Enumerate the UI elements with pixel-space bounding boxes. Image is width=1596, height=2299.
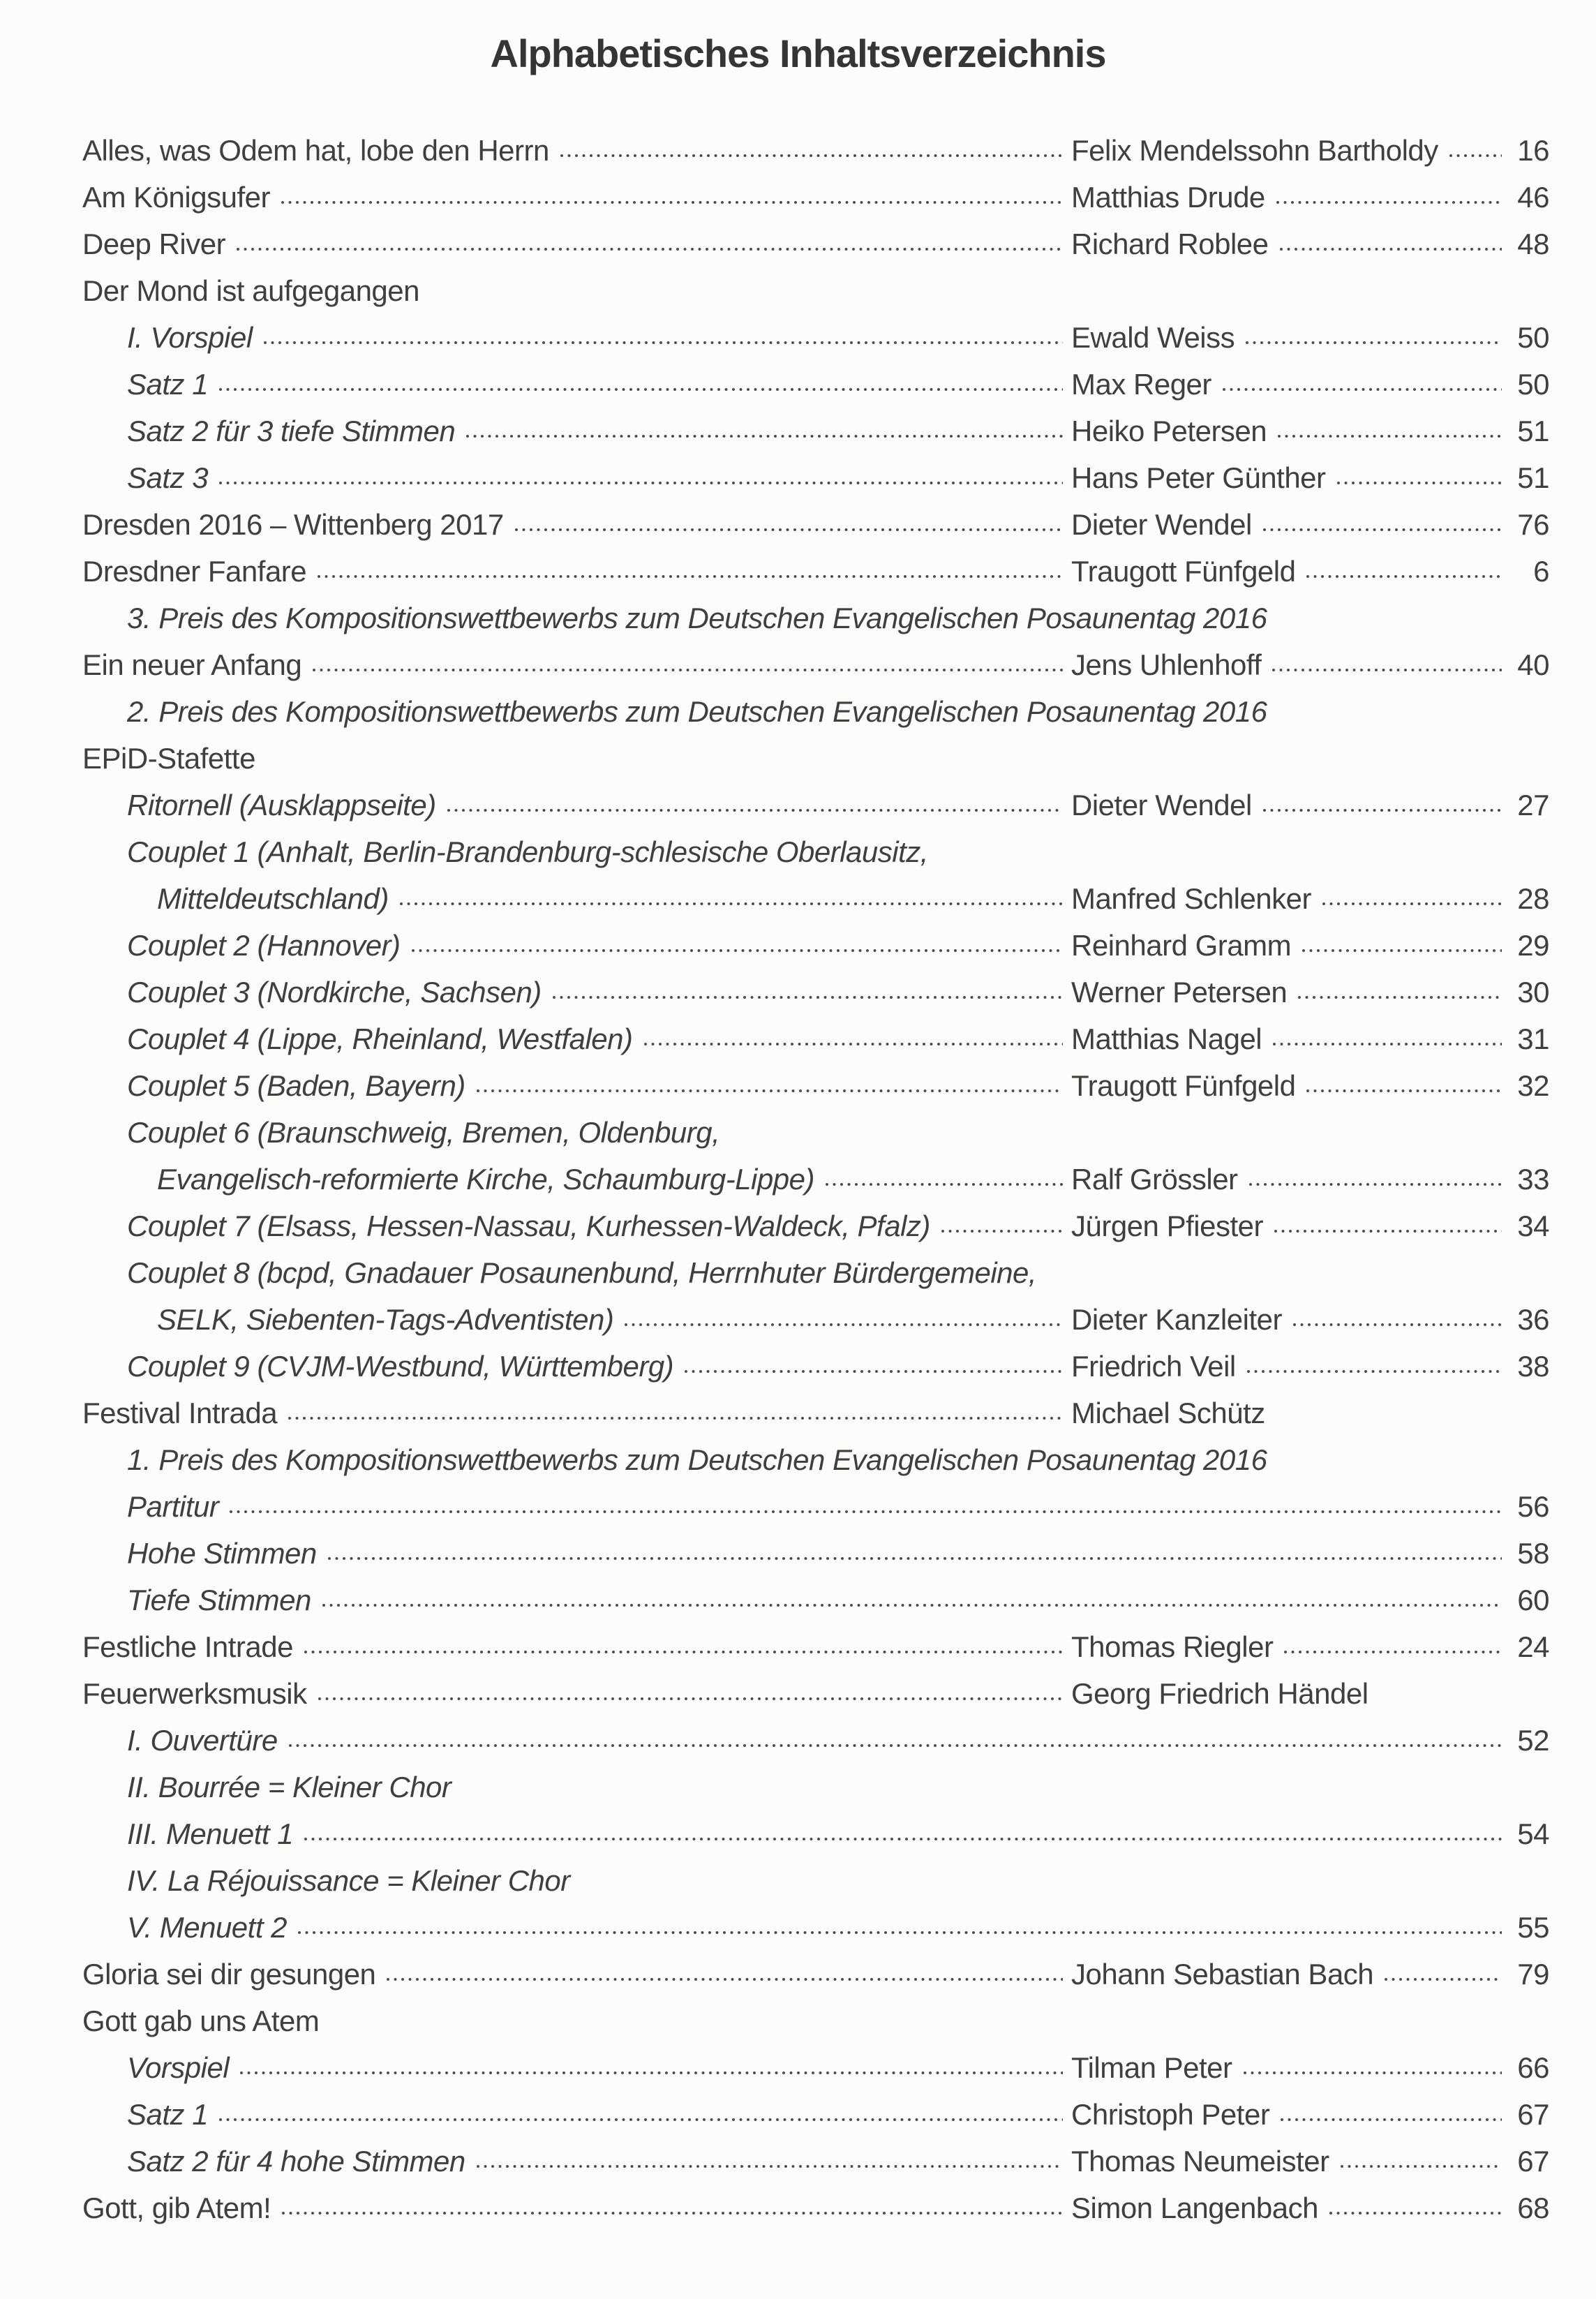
entry-right-column bbox=[1071, 641, 1549, 688]
entry-title: Evangelisch-reformierte Kirche, Schaumburg-Lippe) bbox=[157, 1163, 814, 1196]
dot-leader bbox=[219, 388, 1063, 391]
entry-composer: Simon Langenbach bbox=[1071, 2192, 1318, 2224]
entry-title: Hohe Stimmen bbox=[127, 1537, 317, 1570]
entry-composer: Heiko Petersen bbox=[1071, 415, 1267, 447]
dot-leader bbox=[1337, 482, 1502, 484]
entry-title: Couplet 6 (Braunschweig, Bremen, Oldenburg, bbox=[127, 1116, 720, 1149]
dot-leader bbox=[1273, 1043, 1502, 1046]
entry-right-column bbox=[1071, 2185, 1549, 2231]
dot-leader bbox=[288, 1417, 1063, 1420]
entry-title: Tiefe Stimmen bbox=[127, 1584, 311, 1616]
entry-page: 38 bbox=[1517, 1350, 1549, 1383]
dot-leader bbox=[466, 435, 1063, 438]
entry-right-column bbox=[1071, 1296, 1549, 1343]
entry-title: 1. Preis des Kompositionswettbewerbs zum Deutschen Evangelischen Posaunentag 2016 bbox=[127, 1443, 1267, 1476]
toc-row bbox=[82, 1764, 1549, 1810]
entry-right-column bbox=[1071, 548, 1549, 595]
toc-row bbox=[82, 314, 1549, 361]
entry-composer: Friedrich Veil bbox=[1071, 1350, 1236, 1383]
entry-title: Satz 3 bbox=[127, 461, 209, 494]
toc-row bbox=[82, 454, 1549, 501]
toc-row bbox=[82, 127, 1549, 174]
entry-page: 67 bbox=[1517, 2145, 1549, 2178]
dot-leader bbox=[1302, 949, 1502, 952]
entry-page: 24 bbox=[1517, 1630, 1549, 1663]
toc-row bbox=[82, 782, 1549, 828]
entry-title: Ein neuer Anfang bbox=[82, 648, 302, 681]
entry-composer: Dieter Wendel bbox=[1071, 508, 1252, 541]
entry-composer: Tilman Peter bbox=[1071, 2051, 1232, 2084]
entry-page: 66 bbox=[1517, 2051, 1549, 2084]
entry-composer: Felix Mendelssohn Bartholdy bbox=[1071, 134, 1438, 167]
entry-title: Satz 2 für 3 tiefe Stimmen bbox=[127, 415, 456, 447]
entry-title: Gott gab uns Atem bbox=[82, 2004, 320, 2037]
entry-right-column bbox=[1071, 1062, 1549, 1109]
dot-leader bbox=[1223, 388, 1502, 391]
entry-title: Deep River bbox=[82, 228, 226, 260]
entry-right-column bbox=[1071, 2091, 1549, 2138]
toc-row bbox=[82, 1577, 1549, 1623]
dot-leader bbox=[1263, 528, 1502, 531]
dot-leader bbox=[240, 2071, 1063, 2074]
dot-leader bbox=[298, 1931, 1502, 1934]
toc-row bbox=[82, 688, 1549, 735]
dot-leader bbox=[387, 1978, 1063, 1981]
entry-composer: Thomas Neumeister bbox=[1071, 2145, 1329, 2178]
toc-row bbox=[82, 828, 1549, 875]
toc-row bbox=[82, 1857, 1549, 1904]
entry-title: Couplet 9 (CVJM-Westbund, Württemberg) bbox=[127, 1350, 674, 1383]
entry-right-column bbox=[1071, 922, 1549, 969]
entry-composer: Jens Uhlenhoff bbox=[1071, 648, 1262, 681]
toc-row bbox=[82, 735, 1549, 782]
entry-right-column bbox=[1071, 1623, 1549, 1670]
entry-title: IV. La Réjouissance = Kleiner Chor bbox=[127, 1864, 570, 1897]
toc-row bbox=[82, 501, 1549, 548]
entry-page: 79 bbox=[1517, 1958, 1549, 1991]
entry-title: Festival Intrada bbox=[82, 1397, 278, 1429]
entry-page: 55 bbox=[1517, 1911, 1549, 1944]
dot-leader bbox=[304, 1838, 1502, 1840]
dot-leader bbox=[1247, 1370, 1502, 1373]
entry-title: Couplet 7 (Elsass, Hessen-Nassau, Kurhessen-Waldeck, Pfalz) bbox=[127, 1210, 930, 1242]
toc-row bbox=[82, 1343, 1549, 1390]
dot-leader bbox=[477, 2165, 1063, 2168]
entry-right-column bbox=[1071, 875, 1549, 922]
dot-leader bbox=[1341, 2165, 1502, 2168]
toc-row bbox=[82, 174, 1549, 221]
dot-leader bbox=[304, 1651, 1063, 1653]
dot-leader bbox=[1263, 809, 1502, 812]
entry-title: I. Vorspiel bbox=[127, 321, 253, 354]
entry-page: 54 bbox=[1517, 1817, 1549, 1850]
entry-right-column bbox=[1071, 221, 1549, 267]
dot-leader bbox=[1306, 1089, 1502, 1092]
entry-page: 16 bbox=[1517, 134, 1549, 167]
entry-right-column bbox=[1071, 782, 1549, 828]
entry-page: 60 bbox=[1517, 1584, 1549, 1616]
dot-leader bbox=[1298, 996, 1502, 999]
entry-page: 48 bbox=[1517, 228, 1549, 260]
entry-title: Satz 1 bbox=[127, 2098, 209, 2131]
entry-composer: Matthias Drude bbox=[1071, 181, 1265, 214]
entry-right-column bbox=[1071, 361, 1549, 408]
entry-page: 50 bbox=[1517, 321, 1549, 354]
entry-composer: Georg Friedrich Händel bbox=[1071, 1677, 1368, 1710]
dot-leader bbox=[1278, 435, 1502, 438]
entry-title: Alles, was Odem hat, lobe den Herrn bbox=[82, 134, 549, 167]
toc-row bbox=[82, 1670, 1549, 1717]
entry-title: 2. Preis des Kompositionswettbewerbs zum Deutschen Evangelischen Posaunentag 2016 bbox=[127, 695, 1267, 728]
entry-page: 33 bbox=[1517, 1163, 1549, 1196]
entry-right-column bbox=[1071, 1343, 1549, 1390]
entry-right-column bbox=[1071, 1670, 1549, 1717]
entry-title: I. Ouvertüre bbox=[127, 1724, 278, 1757]
dot-leader bbox=[1280, 248, 1502, 251]
dot-leader bbox=[1249, 1183, 1502, 1186]
entry-title: Ritornell (Ausklappseite) bbox=[127, 789, 436, 821]
dot-leader bbox=[1246, 341, 1502, 344]
entry-page: 56 bbox=[1517, 1490, 1549, 1523]
toc-row bbox=[82, 221, 1549, 267]
entry-right-column bbox=[1071, 127, 1549, 174]
entry-title: Gloria sei dir gesungen bbox=[82, 1958, 376, 1991]
dot-leader bbox=[1385, 1978, 1502, 1981]
entry-composer: Michael Schütz bbox=[1071, 1397, 1265, 1429]
dot-leader bbox=[477, 1089, 1063, 1092]
toc-row bbox=[82, 1062, 1549, 1109]
entry-page: 28 bbox=[1517, 882, 1549, 915]
entry-title: Satz 2 für 4 hohe Stimmen bbox=[127, 2145, 465, 2178]
toc-row bbox=[82, 1436, 1549, 1483]
entry-title: III. Menuett 1 bbox=[127, 1817, 294, 1850]
entry-composer: Dieter Wendel bbox=[1071, 789, 1252, 821]
entry-right-column bbox=[1071, 501, 1549, 548]
dot-leader bbox=[237, 248, 1063, 251]
toc-row bbox=[82, 1015, 1549, 1062]
toc-row bbox=[82, 969, 1549, 1015]
toc-row bbox=[82, 2091, 1549, 2138]
entry-composer: Dieter Kanzleiter bbox=[1071, 1303, 1282, 1336]
toc-row bbox=[82, 595, 1549, 641]
dot-leader bbox=[625, 1323, 1063, 1326]
toc-row bbox=[82, 408, 1549, 454]
toc-row bbox=[82, 1530, 1549, 1577]
entry-composer: Hans Peter Günther bbox=[1071, 461, 1326, 494]
dot-leader bbox=[219, 2118, 1063, 2121]
toc-row bbox=[82, 1156, 1549, 1203]
entry-title: II. Bourrée = Kleiner Chor bbox=[127, 1771, 452, 1803]
dot-leader bbox=[1274, 1230, 1502, 1233]
entry-page: 29 bbox=[1517, 929, 1549, 962]
toc-row bbox=[82, 641, 1549, 688]
entry-page: 51 bbox=[1517, 415, 1549, 447]
dot-leader bbox=[560, 154, 1063, 157]
entry-title: Dresden 2016 – Wittenberg 2017 bbox=[82, 508, 504, 541]
entry-composer: Jürgen Pfiester bbox=[1071, 1210, 1263, 1242]
dot-leader bbox=[230, 1510, 1502, 1513]
entry-right-column bbox=[1071, 1015, 1549, 1062]
dot-leader bbox=[1281, 2118, 1502, 2121]
dot-leader bbox=[1293, 1323, 1502, 1326]
entry-page: 68 bbox=[1517, 2192, 1549, 2224]
dot-leader bbox=[412, 949, 1063, 952]
toc-row bbox=[82, 2044, 1549, 2091]
dot-leader bbox=[318, 575, 1063, 578]
entry-composer: Reinhard Gramm bbox=[1071, 929, 1292, 962]
entry-title: Partitur bbox=[127, 1490, 219, 1523]
entry-title: Couplet 8 (bcpd, Gnadauer Posaunenbund, Herrnhuter Bürdergemeine, bbox=[127, 1256, 1037, 1289]
dot-leader bbox=[515, 528, 1063, 531]
entry-right-column bbox=[1071, 1951, 1549, 1997]
toc-row bbox=[82, 2185, 1549, 2231]
dot-leader bbox=[264, 341, 1063, 344]
entry-title: SELK, Siebenten-Tags-Adventisten) bbox=[157, 1303, 614, 1336]
toc-row bbox=[82, 1997, 1549, 2044]
toc-row bbox=[82, 1249, 1549, 1296]
entry-composer: Matthias Nagel bbox=[1071, 1022, 1262, 1055]
entry-right-column bbox=[1071, 2138, 1549, 2185]
entry-page: 58 bbox=[1517, 1537, 1549, 1570]
entry-page: 27 bbox=[1517, 789, 1549, 821]
toc-row bbox=[82, 267, 1549, 314]
entry-title: Couplet 4 (Lippe, Rheinland, Westfalen) bbox=[127, 1022, 633, 1055]
toc-row bbox=[82, 361, 1549, 408]
dot-leader bbox=[1284, 1651, 1502, 1653]
entry-composer: Manfred Schlenker bbox=[1071, 882, 1312, 915]
entry-composer: Johann Sebastian Bach bbox=[1071, 1958, 1374, 1991]
page-title: Alphabetisches Inhaltsverzeichnis bbox=[490, 31, 1106, 75]
toc-row bbox=[82, 1296, 1549, 1343]
entry-title: Satz 1 bbox=[127, 368, 209, 401]
entry-title: Der Mond ist aufgegangen bbox=[82, 274, 419, 307]
dot-leader bbox=[1244, 2071, 1502, 2074]
entry-title: Mitteldeutschland) bbox=[157, 882, 389, 915]
entry-composer: Max Reger bbox=[1071, 368, 1211, 401]
toc-row bbox=[82, 875, 1549, 922]
entry-page: 30 bbox=[1517, 976, 1549, 1009]
toc-row bbox=[82, 1483, 1549, 1530]
dot-leader bbox=[553, 996, 1063, 999]
dot-leader bbox=[1449, 154, 1502, 157]
entry-right-column bbox=[1071, 1203, 1549, 1249]
entry-title: Feuerwerksmusik bbox=[82, 1677, 307, 1710]
dot-leader bbox=[289, 1744, 1502, 1747]
toc-row bbox=[82, 1810, 1549, 1857]
toc-row bbox=[82, 1717, 1549, 1764]
entry-title: 3. Preis des Kompositionswettbewerbs zum Deutschen Evangelischen Posaunentag 2016 bbox=[127, 602, 1267, 634]
dot-leader bbox=[644, 1043, 1063, 1046]
entry-composer: Traugott Fünfgeld bbox=[1071, 555, 1296, 588]
entry-page: 36 bbox=[1517, 1303, 1549, 1336]
entry-page: 76 bbox=[1517, 508, 1549, 541]
toc bbox=[82, 127, 1549, 2231]
entry-right-column bbox=[1071, 1156, 1549, 1203]
dot-leader bbox=[1329, 2212, 1502, 2215]
toc-row bbox=[82, 2138, 1549, 2185]
entry-right-column bbox=[1071, 174, 1549, 221]
entry-title: Couplet 2 (Hannover) bbox=[127, 929, 401, 962]
dot-leader bbox=[941, 1230, 1063, 1233]
toc-row bbox=[82, 1623, 1549, 1670]
entry-page: 46 bbox=[1517, 181, 1549, 214]
dot-leader bbox=[313, 669, 1063, 671]
entry-title: Festliche Intrade bbox=[82, 1630, 293, 1663]
entry-right-column bbox=[1071, 408, 1549, 454]
entry-page: 52 bbox=[1517, 1724, 1549, 1757]
dot-leader bbox=[328, 1557, 1502, 1560]
entry-right-column bbox=[1071, 969, 1549, 1015]
entry-page: 51 bbox=[1517, 461, 1549, 494]
toc-row bbox=[82, 548, 1549, 595]
entry-title: Couplet 1 (Anhalt, Berlin-Brandenburg-schlesische Oberlausitz, bbox=[127, 835, 928, 868]
entry-page: 50 bbox=[1517, 368, 1549, 401]
entry-title: Couplet 5 (Baden, Bayern) bbox=[127, 1069, 465, 1102]
toc-row bbox=[82, 1951, 1549, 1997]
dot-leader bbox=[282, 2212, 1063, 2215]
dot-leader bbox=[400, 902, 1063, 905]
dot-leader bbox=[219, 482, 1063, 484]
dot-leader bbox=[281, 201, 1063, 204]
toc-row bbox=[82, 1390, 1549, 1436]
dot-leader bbox=[1272, 669, 1502, 671]
entry-composer: Christoph Peter bbox=[1071, 2098, 1270, 2131]
entry-title: Dresdner Fanfare bbox=[82, 555, 307, 588]
entry-title: EPiD-Stafette bbox=[82, 742, 255, 775]
dot-leader bbox=[826, 1183, 1063, 1186]
entry-title: Am Königsufer bbox=[82, 181, 270, 214]
toc-row bbox=[82, 1904, 1549, 1951]
dot-leader bbox=[318, 1697, 1063, 1700]
entry-page: 31 bbox=[1517, 1022, 1549, 1055]
toc-row bbox=[82, 922, 1549, 969]
dot-leader bbox=[1276, 201, 1502, 204]
toc-row bbox=[82, 1109, 1549, 1156]
entry-composer: Werner Petersen bbox=[1071, 976, 1288, 1009]
dot-leader bbox=[1306, 575, 1502, 578]
entry-composer: Ralf Grössler bbox=[1071, 1163, 1238, 1196]
entry-composer: Traugott Fünfgeld bbox=[1071, 1069, 1296, 1102]
entry-page: 40 bbox=[1517, 648, 1549, 681]
entry-composer: Thomas Riegler bbox=[1071, 1630, 1274, 1663]
entry-composer: Richard Roblee bbox=[1071, 228, 1269, 260]
entry-title: Couplet 3 (Nordkirche, Sachsen) bbox=[127, 976, 542, 1009]
dot-leader bbox=[322, 1604, 1502, 1607]
entry-page: 67 bbox=[1517, 2098, 1549, 2131]
dot-leader bbox=[685, 1370, 1063, 1373]
toc-row bbox=[82, 1203, 1549, 1249]
entry-title: Vorspiel bbox=[127, 2051, 230, 2084]
entry-right-column bbox=[1071, 2044, 1549, 2091]
entry-title: Gott, gib Atem! bbox=[82, 2192, 271, 2224]
dot-leader bbox=[1322, 902, 1502, 905]
entry-title: V. Menuett 2 bbox=[127, 1911, 288, 1944]
entry-composer: Ewald Weiss bbox=[1071, 321, 1235, 354]
entry-right-column bbox=[1071, 454, 1549, 501]
dot-leader bbox=[447, 809, 1063, 812]
entry-page: 34 bbox=[1517, 1210, 1549, 1242]
entry-page: 32 bbox=[1517, 1069, 1549, 1102]
entry-right-column bbox=[1071, 314, 1549, 361]
entry-right-column bbox=[1071, 1390, 1549, 1436]
entry-page: 6 bbox=[1533, 555, 1549, 588]
